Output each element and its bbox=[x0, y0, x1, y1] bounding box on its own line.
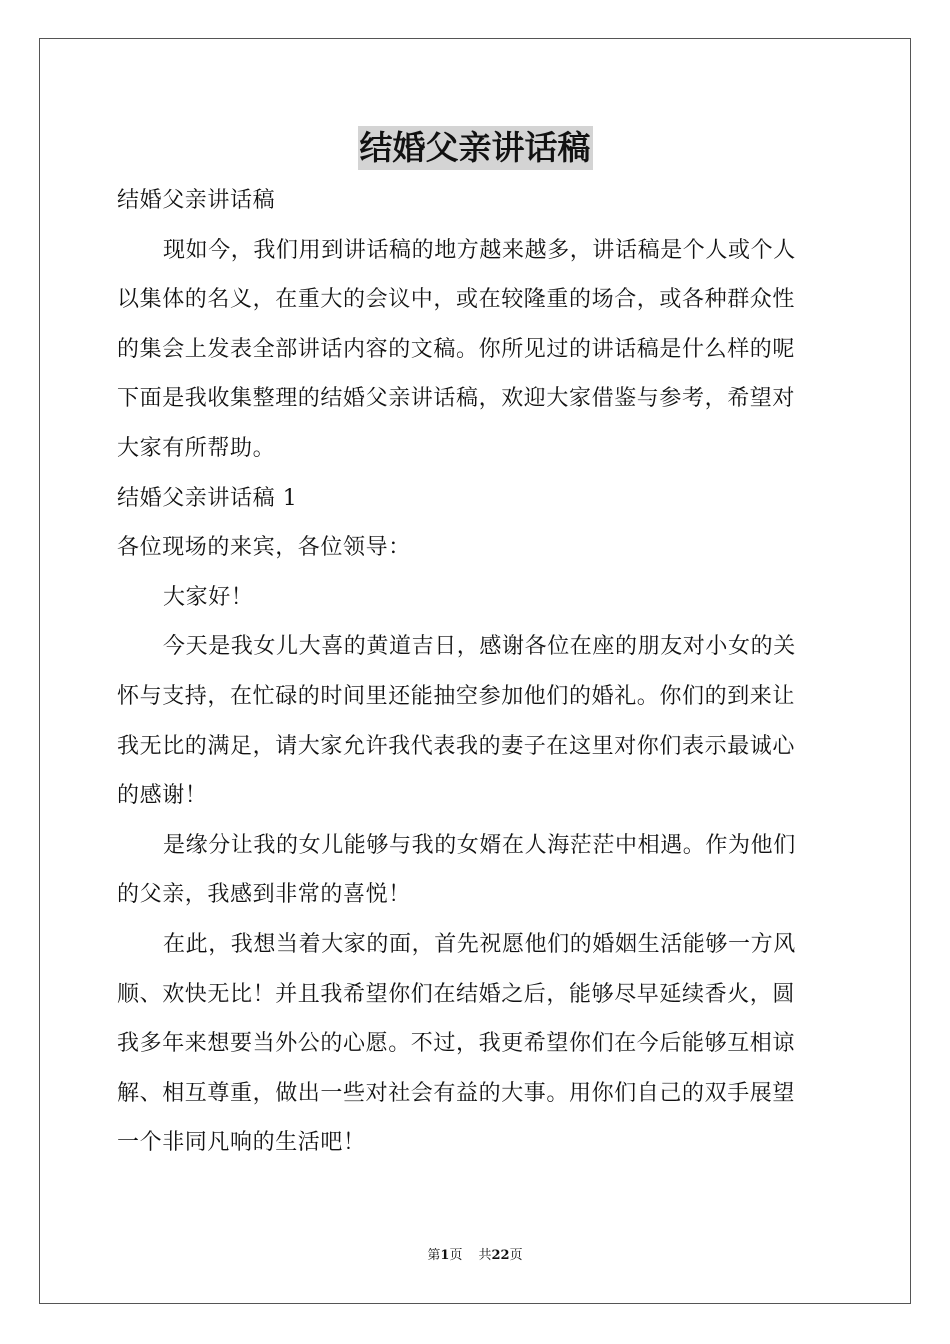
page-footer bbox=[0, 1247, 950, 1265]
text-line: 大家有所帮助。 bbox=[117, 435, 276, 461]
text-line: 今天是我女儿大喜的黄道吉日，感谢各位在座的朋友对小女的关 bbox=[163, 634, 796, 660]
text-line: 结婚父亲讲话稿 1 bbox=[117, 485, 298, 511]
text-line: 的父亲，我感到非常的喜悦！ bbox=[117, 882, 411, 908]
text-line: 顺、欢快无比！并且我希望你们在结婚之后，能够尽早延续香火，圆 bbox=[117, 981, 796, 1007]
text-line: 各位现场的来宾，各位领导： bbox=[117, 535, 411, 561]
text-line: 的集会上发表全部讲话内容的文稿。你所见过的讲话稿是什么样的呢 bbox=[117, 336, 796, 362]
text-line: 一个非同凡响的生活吧！ bbox=[117, 1130, 366, 1156]
text-line: 在此，我想当着大家的面，首先祝愿他们的婚姻生活能够一方风 bbox=[163, 931, 796, 957]
page-number: 1 bbox=[440, 1248, 450, 1263]
text-line: 现如今，我们用到讲话稿的地方越来越多，讲话稿是个人或个人 bbox=[163, 237, 796, 263]
text-line: 我多年来想要当外公的心愿。不过，我更希望你们在今后能够互相谅 bbox=[117, 1031, 796, 1057]
text-line: 的感谢！ bbox=[117, 783, 208, 809]
text-line: 结婚父亲讲话稿 bbox=[117, 188, 276, 213]
document-body bbox=[117, 176, 833, 1168]
text-line: 以集体的名义，在重大的会议中，或在较隆重的场合，或各种群众性 bbox=[117, 287, 796, 313]
page-prefix: 第 bbox=[427, 1248, 441, 1263]
total-pages: 22 bbox=[491, 1248, 510, 1263]
text-line: 解、相互尊重，做出一些对社会有益的大事。用你们自己的双手展望 bbox=[117, 1080, 796, 1106]
text-line: 我无比的满足，请大家允许我代表我的妻子在这里对你们表示最诚心 bbox=[117, 733, 796, 759]
total-suffix: 页 bbox=[509, 1248, 523, 1263]
document-title: 结婚父亲讲话稿 bbox=[358, 126, 593, 170]
text-line: 是缘分让我的女儿能够与我的女婿在人海茫茫中相遇。作为他们 bbox=[163, 832, 796, 858]
page-suffix: 页 bbox=[449, 1248, 463, 1263]
text-line: 下面是我收集整理的结婚父亲讲话稿，欢迎大家借鉴与参考，希望对 bbox=[117, 386, 796, 412]
total-prefix: 共 bbox=[478, 1248, 492, 1263]
text-line: 大家好！ bbox=[163, 584, 254, 610]
title-container bbox=[0, 126, 950, 170]
text-line: 怀与支持，在忙碌的时间里还能抽空参加他们的婚礼。你们的到来让 bbox=[117, 683, 796, 709]
